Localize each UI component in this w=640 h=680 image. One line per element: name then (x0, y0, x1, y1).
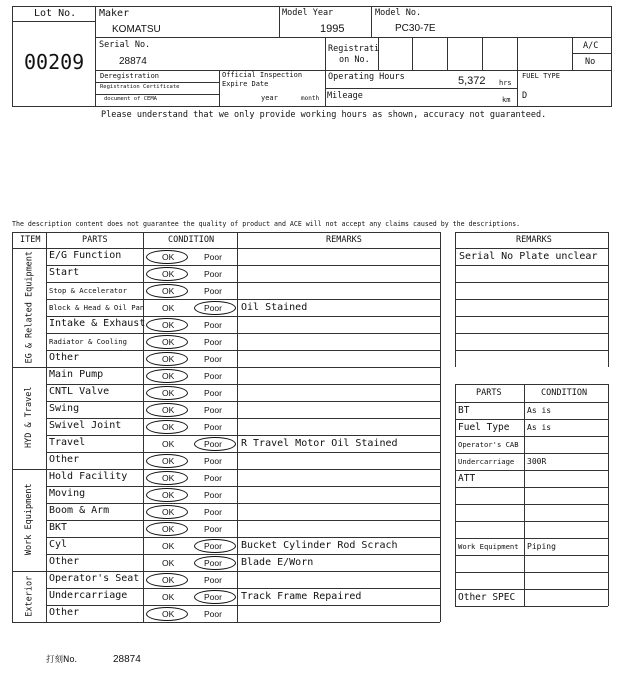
disclaimer-text: The description content does not guarantee the quality of product and ACE will not accept any claims caused by the descriptions. (12, 220, 521, 228)
grid-line (455, 248, 608, 249)
ok-circle-mark (146, 250, 188, 264)
grid-line (237, 232, 238, 622)
grid-line (455, 316, 608, 317)
reg-certificate-label: Registration Certificate (100, 84, 180, 90)
part-name: Intake & Exhaust (49, 318, 146, 329)
grid-line (46, 469, 440, 470)
grid-line (12, 232, 13, 622)
condition-ok: OK (162, 354, 175, 364)
part-name: Hold Facility (49, 471, 128, 482)
part-name: Swivel Joint (49, 420, 122, 431)
condition-ok: OK (162, 388, 175, 398)
footer-value: 28874 (113, 654, 141, 665)
operating-hours-label: Operating Hours (328, 72, 405, 82)
condition-poor: Poor (204, 473, 222, 483)
deregistration-label: Deregistration (100, 72, 160, 80)
grid-line (455, 538, 608, 539)
serial-value: 28874 (119, 56, 147, 67)
condition-ok: OK (162, 541, 175, 551)
condition-poor: Poor (204, 405, 222, 415)
mileage-label: Mileage (327, 91, 363, 101)
condition-poor: Poor (204, 609, 222, 619)
grid-line (46, 333, 440, 334)
fuel-type-label: FUEL TYPE (522, 72, 560, 80)
grid-line (46, 554, 440, 555)
condition-poor: Poor (204, 320, 222, 330)
condition-poor: Poor (204, 252, 222, 262)
ok-circle-mark (146, 352, 188, 366)
ok-circle-mark (146, 488, 188, 502)
ok-circle-mark (146, 505, 188, 519)
condition-poor: Poor (204, 541, 222, 551)
part-name: Other (49, 352, 80, 363)
right-part-name: Work Equipment (458, 542, 519, 551)
condition-ok: OK (162, 524, 175, 534)
lot-number: 00209 (24, 50, 85, 74)
grid-line (46, 435, 440, 436)
grid-line (46, 282, 440, 283)
condition-ok: OK (162, 473, 175, 483)
grid-line (46, 316, 440, 317)
grid-line (455, 487, 608, 488)
maker-label: Maker (99, 8, 130, 19)
ok-circle-mark (146, 607, 188, 621)
group-label: EG & Related Equipment (23, 250, 34, 364)
ac-value: No (585, 57, 596, 67)
condition-ok: OK (162, 269, 175, 279)
grid-line (46, 367, 440, 368)
condition-poor: Poor (204, 490, 222, 500)
part-name: Main Pump (49, 369, 104, 380)
part-name: CNTL Valve (49, 386, 110, 397)
poor-circle-mark (194, 590, 236, 604)
condition-ok: OK (162, 252, 175, 262)
part-name: Stop & Accelerator (49, 286, 127, 295)
poor-circle-mark (194, 539, 236, 553)
ok-circle-mark (146, 522, 188, 536)
grid-line (46, 571, 440, 572)
part-name: Other (49, 556, 80, 567)
right-part-condition: 300R (527, 457, 547, 466)
row-remark: Track Frame Repaired (241, 591, 362, 602)
condition-poor: Poor (204, 269, 222, 279)
right-parts-header: PARTS (476, 388, 502, 398)
part-name: Cyl (49, 539, 68, 550)
grid-line (608, 232, 609, 367)
condition-ok: OK (162, 439, 175, 449)
ok-circle-mark (146, 403, 188, 417)
right-remark-line: Serial No Plate unclear (459, 251, 598, 262)
grid-line (455, 436, 608, 437)
condition-poor: Poor (204, 422, 222, 432)
poor-circle-mark (194, 437, 236, 451)
ok-circle-mark (146, 284, 188, 298)
grid-line (46, 605, 440, 606)
grid-line (46, 401, 440, 402)
poor-circle-mark (194, 556, 236, 570)
grid-line (46, 350, 440, 351)
grid-line (46, 418, 440, 419)
condition-ok: OK (162, 456, 175, 466)
grid-line (455, 232, 608, 233)
row-remark: R Travel Motor Oil Stained (241, 438, 398, 449)
grid-line (455, 470, 608, 471)
grid-line (455, 419, 608, 420)
registration-label-1: Registrati (328, 44, 380, 54)
ok-circle-mark (146, 335, 188, 349)
ok-circle-mark (146, 573, 188, 587)
ok-circle-mark (146, 386, 188, 400)
grid-line (46, 384, 440, 385)
condition-poor: Poor (204, 575, 222, 585)
right-remarks-header: REMARKS (516, 235, 552, 245)
condition-ok: OK (162, 371, 175, 381)
grid-line (46, 232, 47, 622)
group-label: Work Equipment (23, 483, 34, 556)
part-name: Radiator & Cooling (49, 337, 127, 346)
grid-line (455, 453, 608, 454)
grid-line (46, 537, 440, 538)
notice-text: Please understand that we only provide working hours as shown, accuracy not guaranteed. (101, 110, 547, 120)
condition-ok: OK (162, 320, 175, 330)
hrs-unit: hrs (499, 79, 512, 87)
condition-ok: OK (162, 592, 175, 602)
ok-circle-mark (146, 267, 188, 281)
ok-circle-mark (146, 369, 188, 383)
condition-ok: OK (162, 490, 175, 500)
condition-poor: Poor (204, 439, 222, 449)
ok-circle-mark (146, 471, 188, 485)
ok-circle-mark (146, 454, 188, 468)
right-condition-header: CONDITION (541, 388, 588, 398)
part-name: Operator's Seat (49, 573, 140, 584)
part-name: E/G Function (49, 250, 122, 261)
row-remark: Blade E/Worn (241, 557, 314, 568)
part-name: BKT (49, 522, 68, 533)
poor-circle-mark (194, 301, 236, 315)
grid-line (12, 248, 440, 249)
part-name: Undercarriage (49, 590, 128, 601)
maker-value: KOMATSU (112, 24, 161, 35)
grid-line (455, 265, 608, 266)
km-unit: km (502, 96, 511, 104)
serial-label: Serial No. (99, 40, 151, 50)
grid-line (455, 555, 608, 556)
grid-line (455, 282, 608, 283)
grid-line (455, 384, 608, 385)
part-name: Block & Head & Oil Pan (49, 303, 145, 312)
grid-line (46, 503, 440, 504)
grid-line (46, 265, 440, 266)
model-year-label: Model Year (282, 8, 334, 18)
year-label: year (261, 94, 278, 102)
grid-line (455, 299, 608, 300)
grid-line (455, 589, 608, 590)
part-name: Travel (49, 437, 86, 448)
col-remarks-header: REMARKS (326, 235, 362, 245)
grid-line (46, 520, 440, 521)
model-no-value: PC30-7E (395, 23, 436, 34)
inspection-label-2: Expire Date (222, 80, 269, 88)
right-part-name: Undercarriage (458, 457, 515, 466)
inspection-label-1: Official Inspection (222, 71, 303, 79)
condition-poor: Poor (204, 388, 222, 398)
row-remark: Bucket Cylinder Rod Scrach (241, 540, 398, 551)
right-part-condition: Piping (527, 542, 556, 551)
model-year-value: 1995 (320, 23, 345, 35)
part-name: Swing (49, 403, 80, 414)
right-part-name: BT (458, 405, 470, 416)
part-name: Other (49, 607, 80, 618)
condition-ok: OK (162, 422, 175, 432)
condition-ok: OK (162, 286, 175, 296)
right-part-condition: As is (527, 406, 552, 415)
month-label: month (301, 95, 320, 102)
condition-poor: Poor (204, 507, 222, 517)
col-parts-header: PARTS (82, 235, 108, 245)
right-part-name: ATT (458, 473, 476, 484)
condition-poor: Poor (204, 337, 222, 347)
grid-line (46, 299, 440, 300)
cema-label: document of CEMA (104, 96, 157, 102)
condition-ok: OK (162, 507, 175, 517)
part-name: Start (49, 267, 80, 278)
model-no-label: Model No. (375, 8, 422, 18)
footer-label: 打刻No. (46, 655, 78, 665)
col-item-header: ITEM (20, 235, 41, 245)
right-part-name: Fuel Type (458, 422, 510, 433)
grid-line (455, 350, 608, 351)
right-part-name: Operator's CAB (458, 440, 519, 449)
col-condition-header: CONDITION (168, 235, 215, 245)
group-label: HYD & Travel (23, 386, 34, 448)
grid-line (455, 606, 608, 607)
lot-label: Lot No. (34, 8, 77, 19)
operating-hours-value: 5,372 (458, 75, 486, 87)
grid-line (455, 402, 608, 403)
row-remark: Oil Stained (241, 302, 308, 313)
condition-ok: OK (162, 575, 175, 585)
grid-line (455, 521, 608, 522)
grid-line (455, 333, 608, 334)
part-name: Moving (49, 488, 86, 499)
condition-poor: Poor (204, 456, 222, 466)
condition-poor: Poor (204, 303, 222, 313)
grid-line (46, 452, 440, 453)
grid-line (46, 588, 440, 589)
grid-line (440, 232, 441, 622)
grid-line (12, 622, 440, 623)
condition-ok: OK (162, 337, 175, 347)
part-name: Boom & Arm (49, 505, 110, 516)
condition-poor: Poor (204, 524, 222, 534)
grid-line (455, 572, 608, 573)
condition-poor: Poor (204, 371, 222, 381)
right-part-condition: As is (527, 423, 552, 432)
condition-poor: Poor (204, 354, 222, 364)
condition-ok: OK (162, 405, 175, 415)
right-part-name: Other SPEC (458, 592, 516, 603)
registration-label-2: on No. (339, 55, 370, 65)
grid-line (143, 232, 144, 622)
condition-poor: Poor (204, 558, 222, 568)
condition-ok: OK (162, 609, 175, 619)
ok-circle-mark (146, 318, 188, 332)
condition-ok: OK (162, 558, 175, 568)
ac-label: A/C (583, 41, 599, 51)
ok-circle-mark (146, 420, 188, 434)
group-label: Exterior (23, 575, 34, 617)
fuel-type-value: D (522, 91, 528, 101)
grid-line (46, 486, 440, 487)
grid-line (455, 504, 608, 505)
condition-poor: Poor (204, 286, 222, 296)
condition-poor: Poor (204, 592, 222, 602)
grid-line (608, 384, 609, 606)
grid-line (12, 232, 440, 233)
part-name: Other (49, 454, 80, 465)
condition-ok: OK (162, 303, 175, 313)
